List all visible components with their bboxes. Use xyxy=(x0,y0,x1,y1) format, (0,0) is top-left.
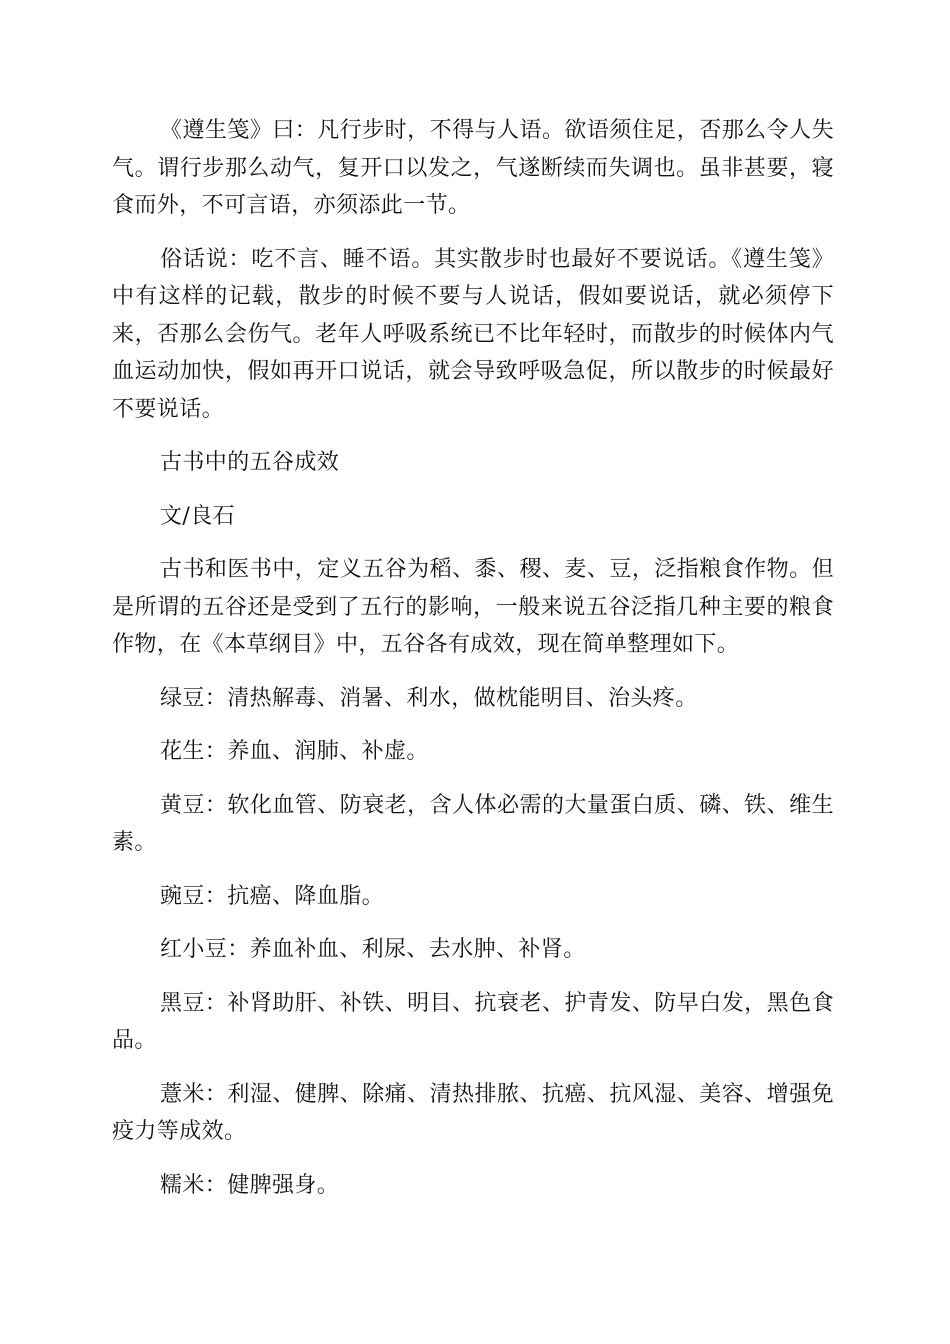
paragraph-five-grains-intro: 古书和医书中，定义五谷为稻、黍、稷、麦、豆，泛指粮食作物。但是所谓的五谷还是受到了五行的影响，一般来说五谷泛指几种主要的粮食作物，在《本草纲目》中，五谷各有成效，现在简单整理如下。 xyxy=(112,557,834,657)
article-title: 古书中的五谷成效 xyxy=(160,450,340,475)
grain-item-peanut: 花生：养血、润肺、补虚。 xyxy=(160,739,429,764)
paragraph-zunshengjian-quote: 《遵生笺》曰：凡行步时，不得与人语。欲语须住足，否那么令人失气。谓行步那么动气，复开口以发之，气遂断续而失调也。虽非甚要，寝食而外，不可言语，亦须添此一节。 xyxy=(112,118,834,218)
grain-item-black-bean: 黑豆：补肾助肝、补铁、明目、抗衰老、护青发、防早白发，黑色食品。 xyxy=(112,990,834,1053)
grain-item-red-bean: 红小豆：养血补血、利尿、去水肿、补肾。 xyxy=(160,937,586,962)
article-author: 文/良石 xyxy=(160,503,236,529)
grain-item-pea: 豌豆：抗癌、降血脂。 xyxy=(160,883,385,909)
grain-item-glutinous-rice: 糯米：健脾强身。 xyxy=(160,1172,340,1198)
paragraph-walking-no-talking: 俗话说：吃不言、睡不语。其实散步时也最好不要说话。《遵生笺》中有这样的记载，散步的时候不要与人说话，假如要说话，就必须停下来，否那么会伤气。老年人呼吸系统已不比年轻时，而散步的时候体内气血运动加快，假如再开口说话，就会导致呼吸急促，所以散步的时候最好不要说话。 xyxy=(112,246,834,422)
grain-item-soybean: 黄豆：软化血管、防衰老，含人体必需的大量蛋白质、磷、铁、维生素。 xyxy=(112,792,834,855)
document-page xyxy=(112,112,834,1220)
grain-item-mung-bean: 绿豆：清热解毒、消暑、利水，做枕能明目、治头疼。 xyxy=(160,685,698,711)
grain-item-job-tears: 薏米：利湿、健脾、除痛、清热排脓、抗癌、抗风湿、美容、增强免疫力等成效。 xyxy=(112,1081,834,1144)
